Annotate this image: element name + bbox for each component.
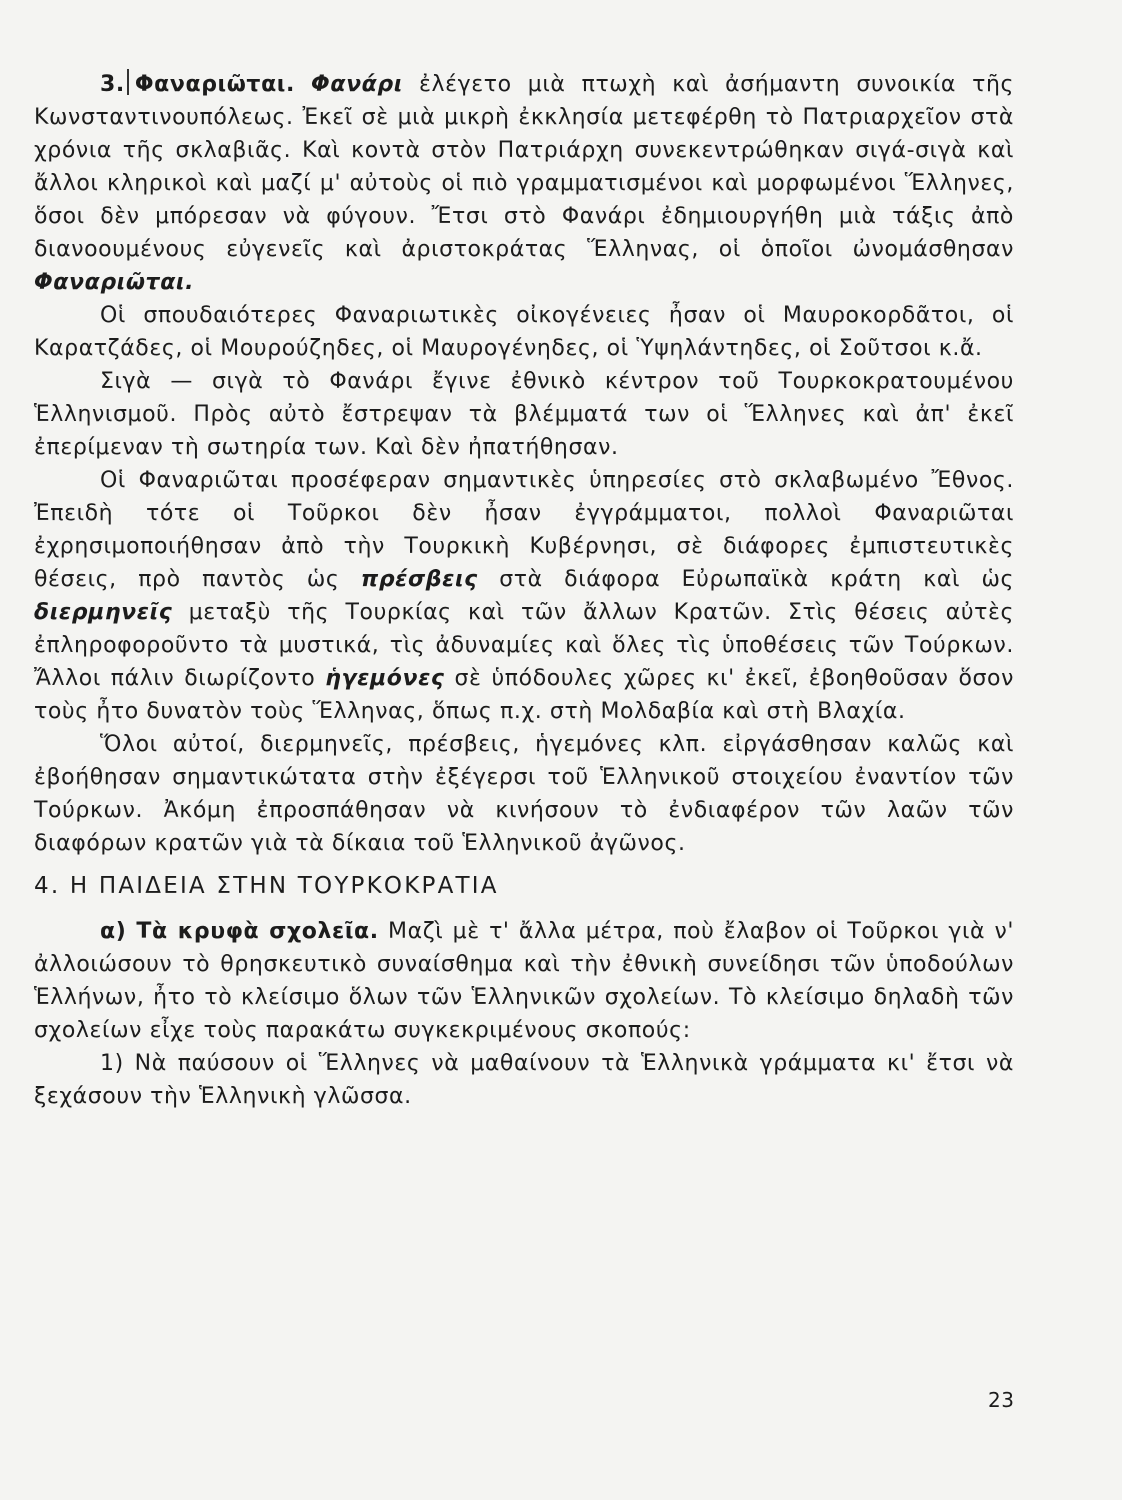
paragraph-text: Μαζὶ μὲ τ' ἄλλα μέτρα, ποὺ ἔλαβον οἱ Τοῦρκοι γιὰ ν' ἀλλοιώσουν τὸ θρησκευτικὸ συναίσθημα καὶ τὴν ἐθνικὴ συνείδησι τῶν ὑποδούλων Ἑλλήνων, ἦτο τὸ κλείσιμο ὅλων τῶν Ἑλληνικῶν σχολείων. Τὸ κλείσιμο δηλαδὴ τῶν σχολείων εἶχε τοὺς παρακάτω συγκεκριμένους σκοπούς: — [34, 919, 1014, 1043]
paragraph-secret-schools — [34, 915, 1014, 1047]
paragraph-text: Οἱ Φαναριῶται προσέφεραν σημαντικὲς ὑπηρεσίες στὸ σκλαβωμένο Ἔθνος. Ἐπειδὴ τότε οἱ Τοῦρκοι δὲν ἦσαν ἐγγράμματοι, πολλοὶ Φαναριῶται ἐχρησιμοποιήθησαν ἀπὸ τὴν Τουρκικὴ Κυβέρνησι, σὲ διάφορες ἐμπιστευτικὲς θέσεις, πρὸ παντὸς ὡς — [34, 468, 1014, 592]
paragraph-text: μεταξὺ τῆς Τουρκίας καὶ τῶν ἄλλων Κρατῶν. Στὶς θέσεις αὐτὲς ἐπληροφοροῦντο τὰ μυστικά, τὶς ἀδυναμίες καὶ ὅλες τὶς ὑποθέσεις τῶν Τούρκων. Ἄλλοι πάλιν διωρίζοντο — [34, 600, 1014, 691]
paragraph-services — [34, 464, 1014, 728]
paragraph-contribution: Ὅλοι αὐτοί, διερμηνεῖς, πρέσβεις, ἡγεμόνες κλπ. εἰργάσθησαν καλῶς καὶ ἐβοήθησαν σημαντικώτατα στὴν ἐξέγερσι τοῦ Ἑλληνικοῦ στοιχείου ἐναντίον τῶν Τούρκων. Ἀκόμη ἐπροσπάθησαν νὰ κινήσουν τὸ ἐνδιαφέρον τῶν λαῶν τῶν διαφόρων κρατῶν γιὰ τὰ δίκαια τοῦ Ἑλληνικοῦ ἀγῶνος. — [34, 732, 1014, 856]
section-number: 3. — [100, 72, 125, 97]
term-diermineis: διερμηνεῖς — [34, 600, 173, 625]
paragraph-text: ἐλέγετο μιὰ πτωχὴ καὶ ἀσήμαντη συνοικία τῆς Κωνσταντινουπόλεως. Ἐκεῖ σὲ μιὰ μικρὴ ἐκκλησία μετεφέρθη τὸ Πατριαρχεῖον στὰ χρόνια τῆς σκλαβιᾶς. Καὶ κοντὰ στὸν Πατριάρχη συνεκεντρώθηκαν σιγά-σιγὰ καὶ ἄλλοι κληρικοὶ καὶ μαζί μ' αὐτοὺς οἱ πιὸ γραμματισμένοι καὶ μορφωμένοι Ἕλληνες, ὅσοι δὲν μπόρεσαν νὰ φύγουν. Ἔτσι στὸ Φανάρι ἐδημιουργήθη μιὰ τάξις ἀπὸ διανοουμένους εὐγενεῖς καὶ ἀριστοκράτας Ἕλληνας, οἱ ὁποῖοι ὠνομάσθησαν — [34, 72, 1015, 262]
page-number: 23 — [988, 1388, 1015, 1412]
paragraph-fanariotes-intro — [34, 68, 1014, 299]
section-title: Φαναριῶται. — [134, 72, 295, 97]
term-igemones: ἡγεμόνες — [325, 666, 445, 691]
section-heading: 4. Η ΠΑΙΔΕΙΑ ΣΤΗΝ ΤΟΥΡΚΟΚΡΑΤΙΑ — [34, 873, 499, 899]
paragraph-text: σὲ ὑπόδουλες χῶρες κι' ἐκεῖ, ἐβοηθοῦσαν ὅσον τοὺς ἦτο δυνατὸν τοὺς Ἕλληνας, ὅπως π.χ. στὴ Μολδαβία καὶ στὴ Βλαχία. — [34, 666, 1014, 724]
term-fanariotes: Φαναριῶται. — [34, 270, 195, 295]
paragraph-text: στὰ διάφορα Εὐρωπαϊκὰ κράτη καὶ ὡς — [477, 567, 1014, 592]
body-text — [34, 68, 1014, 1113]
paragraph-families: Οἱ σπουδαιότερες Φαναριωτικὲς οἰκογένειες ἦσαν οἱ Μαυροκορδᾶτοι, οἱ Καρατζάδες, οἱ Μουρούζηδες, οἱ Μαυρογένηδες, οἱ Ὑψηλάντηδες, οἱ Σοῦτσοι κ.ἄ. — [34, 303, 1014, 361]
term-presveis: πρέσβεις — [360, 567, 478, 592]
term-fanari: Φανάρι — [311, 72, 403, 97]
subsection-title: α) Τὰ κρυφὰ σχολεῖα. — [100, 919, 379, 944]
margin-mark — [127, 69, 129, 95]
paragraph-national-center: Σιγὰ — σιγὰ τὸ Φανάρι ἔγινε ἐθνικὸ κέντρον τοῦ Τουρκοκρατουμένου Ἑλληνισμοῦ. Πρὸς αὐτὸ ἔστρεψαν τὰ βλέμματά των οἱ Ἕλληνες καὶ ἀπ' ἐκεῖ ἐπερίμεναν τὴ σωτηρία των. Καὶ δὲν ἠπατήθησαν. — [34, 369, 1014, 460]
paragraph-purpose-1: 1) Νὰ παύσουν οἱ Ἕλληνες νὰ μαθαίνουν τὰ Ἑλληνικὰ γράμματα κι' ἔτσι νὰ ξεχάσουν τὴν Ἑλληνικὴ γλῶσσα. — [34, 1051, 1014, 1109]
